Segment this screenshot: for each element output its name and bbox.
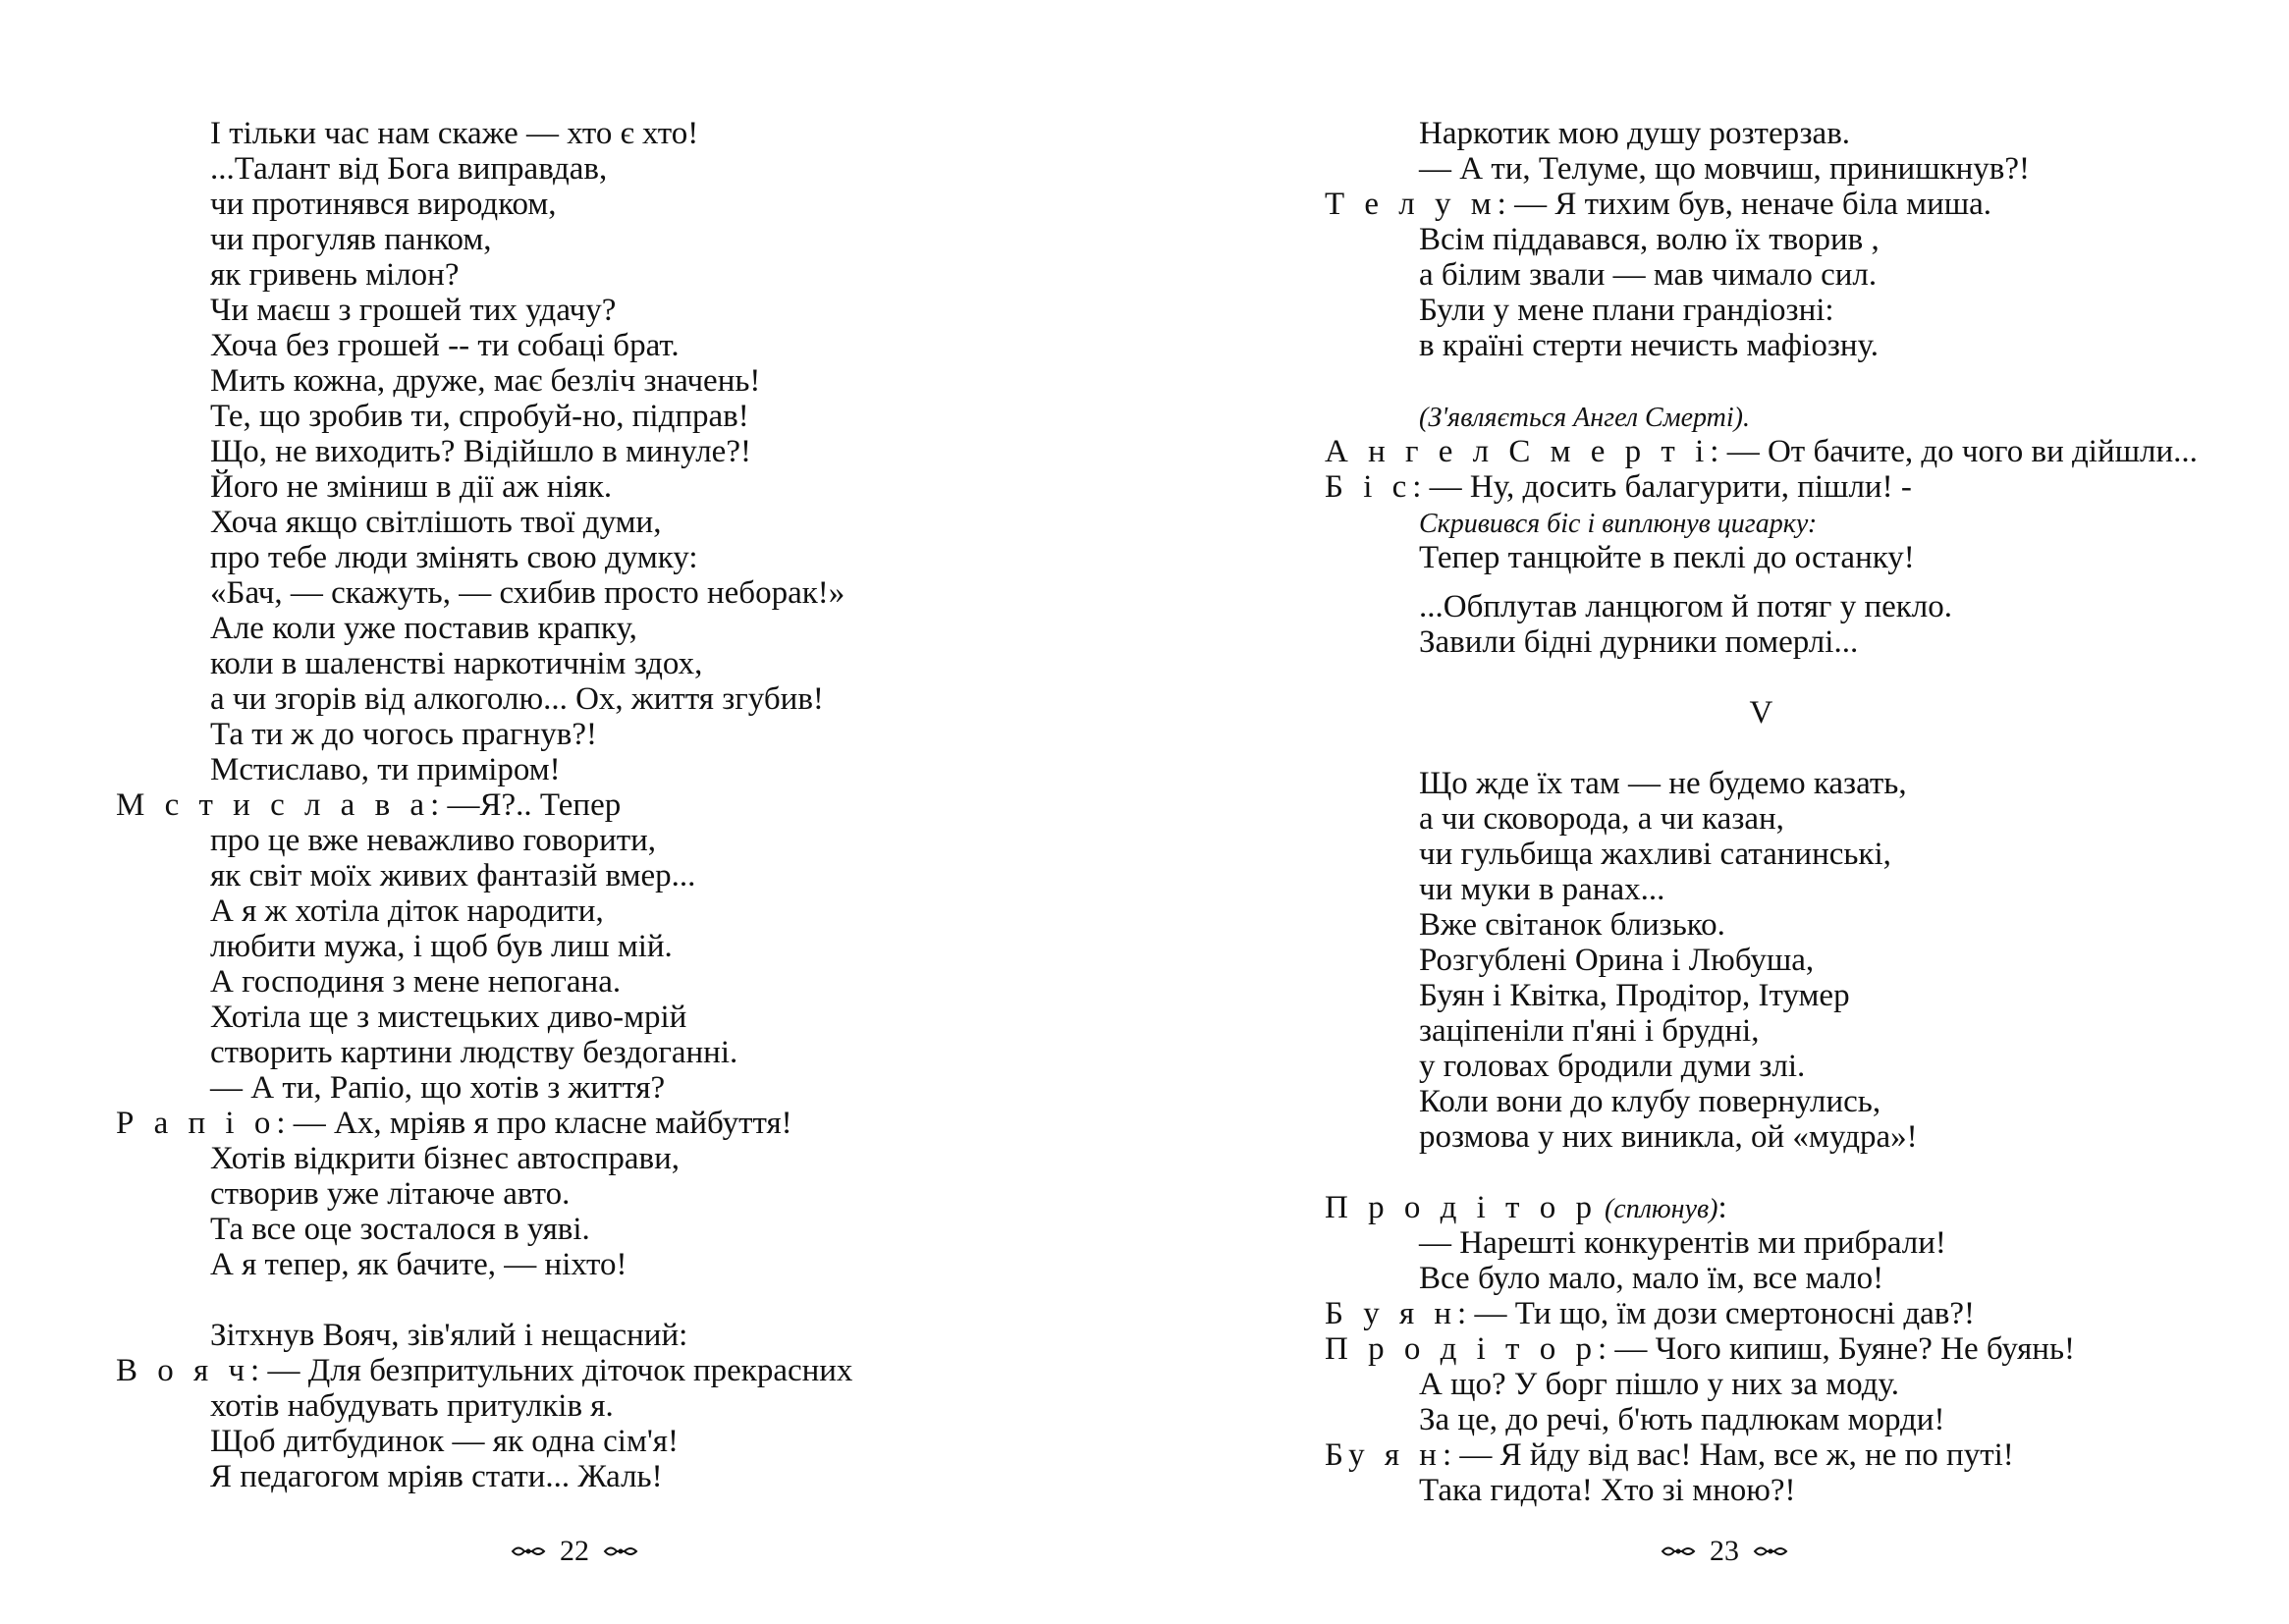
- right-page: [1145, 0, 2289, 1624]
- verse-line: [1325, 1367, 2198, 1402]
- page-number: 22: [560, 1535, 589, 1567]
- dialogue-line: [1325, 1331, 2198, 1367]
- verse-line: [116, 1000, 852, 1035]
- section-numeral: V: [1749, 695, 1773, 731]
- line-text: створить картини людству бездоганні.: [210, 1035, 738, 1070]
- verse-line: [1325, 943, 2198, 978]
- verse-line: [116, 505, 852, 540]
- verse-line: [1325, 1261, 2198, 1296]
- verse-line: [1325, 624, 2198, 660]
- verse-line: [1325, 1225, 2198, 1261]
- verse-line: [116, 1176, 852, 1212]
- line-text: Тепер танцюйте в пеклі до останку!: [1419, 540, 1915, 575]
- dialogue-line: [116, 1106, 852, 1141]
- stanza-break: [116, 1282, 852, 1318]
- line-text: Та ти ж до чогось прагнув?!: [210, 717, 597, 752]
- speaker-name: П р о д і т о р: [1325, 1331, 1598, 1367]
- dialogue-line: [1325, 187, 2198, 222]
- line-text: любити мужа, і щоб був лиш мій.: [210, 929, 673, 964]
- line-text: Така гидота! Хто зі мною?!: [1419, 1473, 1796, 1508]
- line-text: Я педагогом мріяв стати... Жаль!: [210, 1459, 663, 1494]
- verse-line: [1325, 151, 2198, 187]
- stanza-break: [1325, 575, 2198, 589]
- verse-line: [1325, 257, 2198, 293]
- line-text: : —Я?.. Тепер: [430, 787, 622, 823]
- dialogue-line: [1325, 1437, 2198, 1473]
- verse-line: [116, 893, 852, 929]
- line-text: «Бач, — скажуть, — схибив просто неборак!»: [210, 575, 845, 611]
- verse-line: [1325, 978, 2198, 1013]
- line-text: Мить кожна, друже, має безліч значень!: [210, 363, 761, 399]
- line-text: чи муки в ранах...: [1419, 872, 1665, 907]
- line-text: розмова у них виникла, ой «мудра»!: [1419, 1119, 1918, 1155]
- line-text: :: [1717, 1190, 1727, 1225]
- line-text: А господиня з мене непогана.: [210, 964, 622, 1000]
- verse-line: [116, 681, 852, 717]
- line-text: як гривень мілон?: [210, 257, 460, 293]
- line-text: коли в шаленстві наркотичнім здох,: [210, 646, 703, 681]
- verse-line: [116, 858, 852, 893]
- line-text: Наркотик мою душу розтерзав.: [1419, 116, 1851, 151]
- stage-direction: [1325, 399, 2198, 434]
- line-text: Та все оце зосталося в уяві.: [210, 1212, 590, 1247]
- verse-line: [116, 1318, 852, 1353]
- verse-line: [1325, 589, 2198, 624]
- line-text: а білим звали — мав чимало сил.: [1419, 257, 1878, 293]
- speaker-name: Б у я н: [1325, 1296, 1458, 1331]
- verse-line: [1325, 222, 2198, 257]
- stage-direction: [1325, 505, 2198, 540]
- line-text: ...Талант від Бога виправдав,: [210, 151, 608, 187]
- verse-line: [1325, 766, 2198, 801]
- verse-line: [1325, 1049, 2198, 1084]
- line-text: : — От бачите, до чого ви дійшли...: [1710, 434, 2198, 469]
- line-text: чи прогуляв панком,: [210, 222, 492, 257]
- right-page-text: [1325, 116, 2198, 1508]
- line-text: За це, до речі, б'ють падлюкам морди!: [1419, 1402, 1945, 1437]
- fleuron-icon: [1661, 1543, 1696, 1560]
- verse-line: [1325, 1402, 2198, 1437]
- line-text: Коли вони до клубу повернулись,: [1419, 1084, 1881, 1119]
- verse-line: [1325, 1013, 2198, 1049]
- line-text: — А ти, Телуме, що мовчиш, принишкнув?!: [1419, 151, 2031, 187]
- verse-line: [116, 434, 852, 469]
- verse-line: [116, 964, 852, 1000]
- line-text: Хоча якщо світлішоть твої думи,: [210, 505, 662, 540]
- line-text: Всім піддавався, волю їх творив ,: [1419, 222, 1880, 257]
- verse-line: [116, 116, 852, 151]
- verse-line: [1325, 1473, 2198, 1508]
- verse-line: [116, 646, 852, 681]
- line-text: А я тепер, як бачите, — ніхто!: [210, 1247, 627, 1282]
- line-text: чи гульбища жахливі сатанинські,: [1419, 837, 1891, 872]
- line-text: : — Чого кипиш, Буяне? Не буянь!: [1597, 1331, 2075, 1367]
- verse-line: [1325, 1119, 2198, 1155]
- verse-line: [116, 1388, 852, 1424]
- line-text: А я ж хотіла діток народити,: [210, 893, 604, 929]
- left-page-text: [116, 116, 852, 1494]
- stage-direction-text: (З'являється Ангел Смерті).: [1419, 403, 1750, 433]
- stanza-break: [1325, 1155, 2198, 1190]
- dialogue-line: [1325, 469, 2198, 505]
- line-text: : — Ти що, їм дози смертоносні дав?!: [1457, 1296, 1975, 1331]
- line-text: як світ моїх живих фантазій вмер...: [210, 858, 696, 893]
- dialogue-line: [1325, 1296, 2198, 1331]
- speaker-name: Бу я н: [1325, 1437, 1443, 1473]
- line-text: хотів набудувать притулків я.: [210, 1388, 614, 1424]
- line-text: Все було мало, мало їм, все мало!: [1419, 1261, 1884, 1296]
- line-text: І тільки час нам скаже — хто є хто!: [210, 116, 699, 151]
- line-text: Мстиславо, ти приміром!: [210, 752, 561, 787]
- speaker-name: Т е л у м: [1325, 187, 1498, 222]
- verse-line: [116, 752, 852, 787]
- line-text: про тебе люди змінять свою думку:: [210, 540, 698, 575]
- verse-line: [1325, 837, 2198, 872]
- line-text: у головах бродили думи злі.: [1419, 1049, 1806, 1084]
- line-text: : — Я тихим був, неначе біла миша.: [1497, 187, 1992, 222]
- dialogue-line: [1325, 434, 2198, 469]
- line-text: — А ти, Рапіо, що хотів з життя?: [210, 1070, 666, 1106]
- verse-line: [116, 575, 852, 611]
- verse-line: [116, 222, 852, 257]
- speaker-name: А н г е л С м е р т і: [1325, 434, 1711, 469]
- speaker-name: В о я ч: [116, 1353, 251, 1388]
- fleuron-icon: [1753, 1543, 1788, 1560]
- stanza-break: [1325, 363, 2198, 399]
- verse-line: [116, 823, 852, 858]
- verse-line: [116, 540, 852, 575]
- verse-line: [116, 469, 852, 505]
- line-text: про це вже неважливо говорити,: [210, 823, 657, 858]
- line-text: Що, не виходить? Відійшло в минуле?!: [210, 434, 751, 469]
- verse-line: [116, 293, 852, 328]
- stage-direction-text: (сплюнув): [1597, 1194, 1718, 1224]
- verse-line: [116, 717, 852, 752]
- verse-line: [116, 1212, 852, 1247]
- speaker-name: Р а п і о: [116, 1106, 277, 1141]
- line-text: ...Обплутав ланцюгом й потяг у пекло.: [1419, 589, 1953, 624]
- verse-line: [116, 328, 852, 363]
- line-text: : — Для безпритульних діточок прекрасних: [250, 1353, 853, 1388]
- line-text: Хоча без грошей -- ти собаці брат.: [210, 328, 680, 363]
- verse-line: [1325, 540, 2198, 575]
- line-text: — Нарешті конкурентів ми прибрали!: [1419, 1225, 1946, 1261]
- speaker-name: П р о д і т о р: [1325, 1190, 1598, 1225]
- verse-line: [116, 1035, 852, 1070]
- line-text: а чи сковорода, а чи казан,: [1419, 801, 1784, 837]
- line-text: А що? У борг пішло у них за моду.: [1419, 1367, 1899, 1402]
- stage-direction-text: Скривився біс і виплюнув цигарку:: [1419, 509, 1818, 539]
- speaker-name: Б і с: [1325, 469, 1413, 505]
- verse-line: [116, 399, 852, 434]
- verse-line: [1325, 1084, 2198, 1119]
- line-text: Те, що зробив ти, спробуй-но, підправ!: [210, 399, 749, 434]
- verse-line: [116, 363, 852, 399]
- line-text: Були у мене плани грандіозні:: [1419, 293, 1834, 328]
- line-text: Але коли уже поставив крапку,: [210, 611, 637, 646]
- verse-line: [1325, 116, 2198, 151]
- verse-line: [116, 1070, 852, 1106]
- verse-line: [116, 611, 852, 646]
- verse-line: [116, 151, 852, 187]
- speaker-name: М с т и с л а в а: [116, 787, 431, 823]
- line-text: : — Я йду від вас! Нам, все ж, не по путі!: [1442, 1437, 2014, 1473]
- verse-line: [116, 257, 852, 293]
- right-page-folio: [1661, 1532, 1788, 1571]
- dialogue-line: [116, 787, 852, 823]
- line-text: : — Ах, мріяв я про класне майбуття!: [276, 1106, 792, 1141]
- fleuron-icon: [511, 1543, 546, 1560]
- line-text: Вже світанок близько.: [1419, 907, 1725, 943]
- verse-line: [1325, 328, 2198, 363]
- line-text: Хотів відкрити бізнес автосправи,: [210, 1141, 680, 1176]
- line-text: Щоб дитбудинок — як одна сім'я!: [210, 1424, 679, 1459]
- verse-line: [116, 1424, 852, 1459]
- line-text: Хотіла ще з мистецьких диво-мрій: [210, 1000, 687, 1035]
- line-text: Чи маєш з грошей тих удачу?: [210, 293, 617, 328]
- line-text: Що жде їх там — не будемо казать,: [1419, 766, 1907, 801]
- line-text: Буян і Квітка, Продітор, Ітумер: [1419, 978, 1850, 1013]
- dialogue-line: [1325, 1190, 2198, 1225]
- verse-line: [116, 187, 852, 222]
- verse-line: [116, 929, 852, 964]
- verse-line: [1325, 872, 2198, 907]
- left-page-folio: [511, 1532, 638, 1571]
- line-text: заціпеніли п'яні і брудні,: [1419, 1013, 1760, 1049]
- line-text: а чи згорів від алкоголю... Ох, життя згубив!: [210, 681, 824, 717]
- page-number: 23: [1710, 1535, 1739, 1567]
- line-text: Розгублені Орина і Любуша,: [1419, 943, 1815, 978]
- line-text: Завили бідні дурники померлі...: [1419, 624, 1859, 660]
- verse-line: [1325, 801, 2198, 837]
- verse-line: [116, 1459, 852, 1494]
- verse-line: [1325, 907, 2198, 943]
- fleuron-icon: [603, 1543, 638, 1560]
- line-text: Його не зміниш в дії аж ніяк.: [210, 469, 613, 505]
- verse-line: [116, 1247, 852, 1282]
- verse-line: [116, 1141, 852, 1176]
- line-text: Зітхнув Вояч, зів'ялий і нещасний:: [210, 1318, 688, 1353]
- dialogue-line: [116, 1353, 852, 1388]
- verse-line: [1325, 293, 2198, 328]
- line-text: : — Ну, досить балагурити, пішли! -: [1412, 469, 1912, 505]
- line-text: в країні стерти нечисть мафіозну.: [1419, 328, 1879, 363]
- line-text: чи протинявся виродком,: [210, 187, 557, 222]
- line-text: створив уже літаюче авто.: [210, 1176, 571, 1212]
